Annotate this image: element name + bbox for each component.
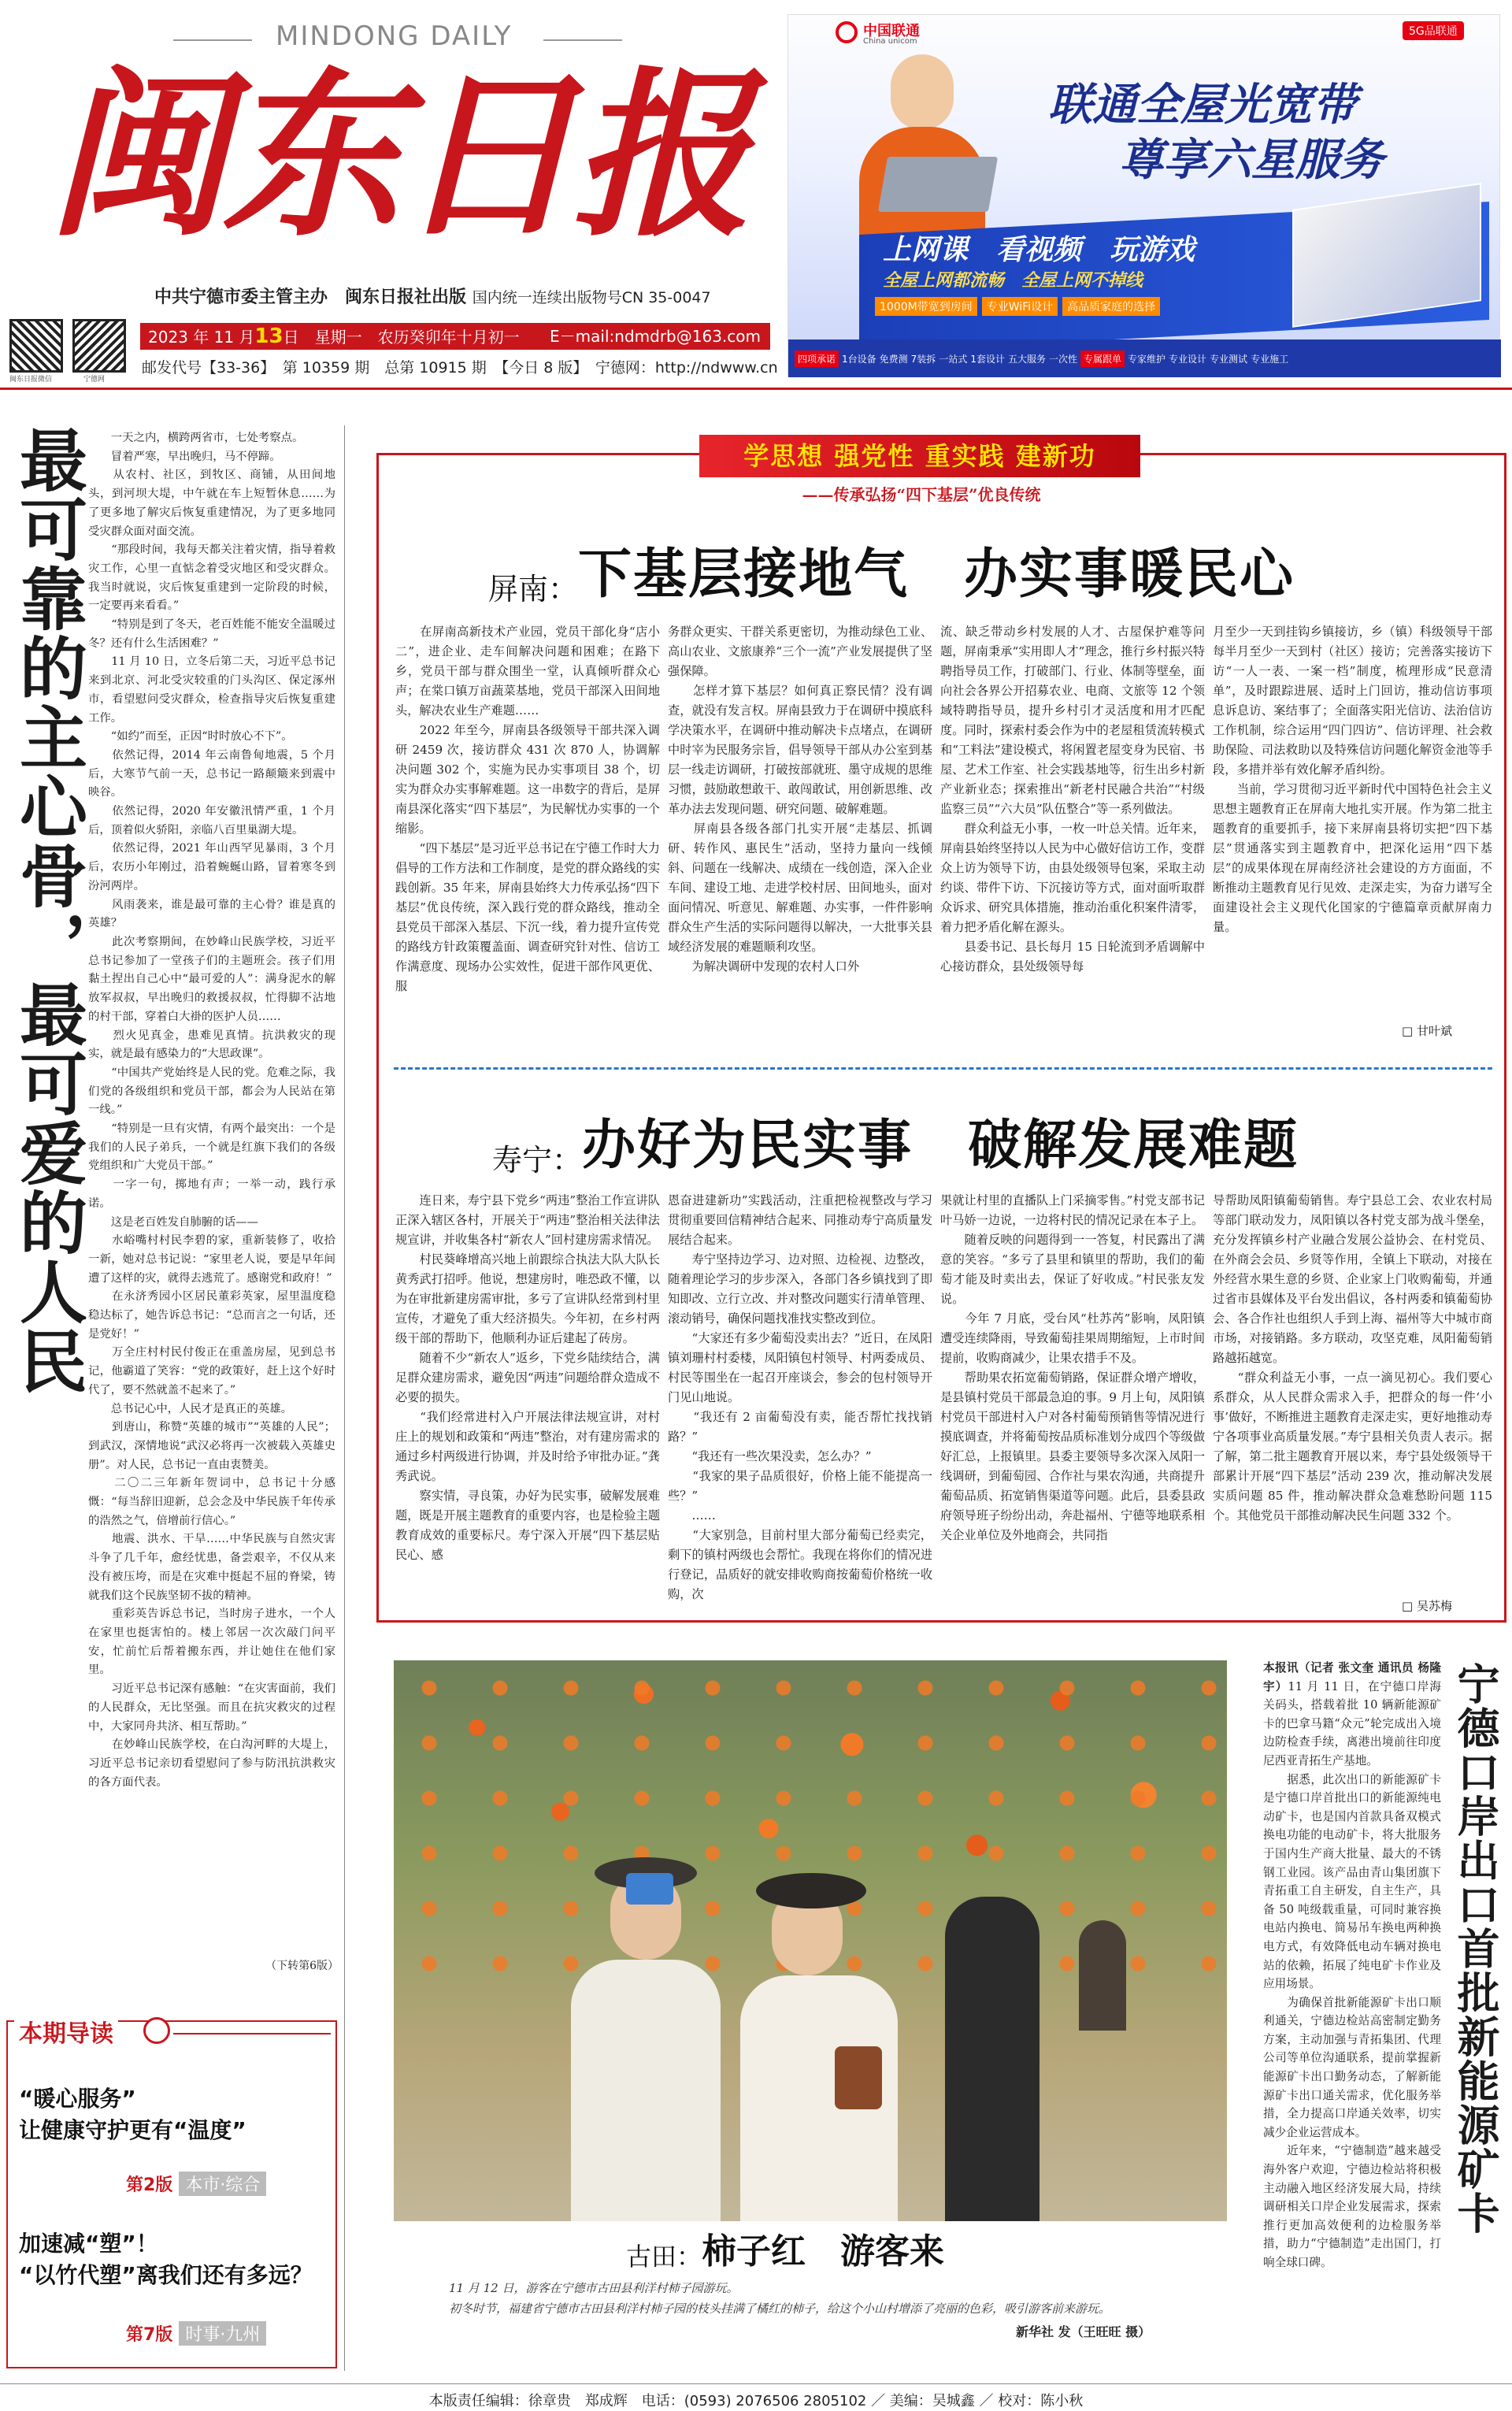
photo-caption: 11 月 12 日，游客在宁德市古田县利洋村柿子园游玩。 初冬时节，福建省宁德市古田县利洋村柿子园的枝头挂满了橘红的柿子，给这个小山村增添了亮丽的色彩，吸引游客前来游玩。: [449, 2281, 1111, 2316]
article2-place: 寿宁：: [492, 1143, 583, 1178]
article1-column: 月至少一天到挂钩乡镇接访，乡（镇）科级领导干部每半月至少一天到村（社区）接访；完善落实接访下访“一人一表、一案一档”制度，梳理形成“民意清单”，及时跟踪进展、适时上门回访，推动信访事项息诉息访、案结事了；全面落实阳光信访、法治信访工作机制，综合运用“四门四访”、信访评理、社会救助保险、司法救助以及特殊信访问题化解资金池等手段，多措并举有效化解矛盾纠纷。 当前，学习贯彻习近平新时代中国特色社会主义思想主题教育正在屏南大地扎实开展。作为第二批主题教育的重要抓手，接下来屏南县将切实把“四下基层”贯通落实到主题教育中，把深化运用“四下基层”的成果体现在屏南经济社会建设的方方面面，不断推动主题教育见行见效、走深走实，为奋力谱写全面建设社会主义现代化国家的宁德篇章贡献屏南力量。: [1213, 625, 1492, 934]
ad-bottom-item: 专业设计: [1169, 353, 1207, 365]
article1-column: 流、缺乏带动乡村发展的人才、古屋保护难等问题，屏南秉承“实用即人才”理念，推行乡村振兴特聘指导员工作，打破部门、行业、体制等壁垒，面向社会各界公开招募农业、电商、文旅等 12 个领域特聘指导员，提升乡村引才灵活度和用才匹配度。同时，探索村委会作为中的老屋租赁流转模式和“工料法”建设模式，将闲置老屋变身为民宿、书屋、艺术工作室、社会实践基地等，衍生出乡村新产业新业态；探索推出“新老村民融合共治”“村级监察三员”“六大员”队伍整合”等一系列做法。 群众利益无小事，一枚一叶总关情。近年来，屏南县始终坚持以人民为中心做好信访工作，变群众上访为领导下访，由县处级领导包案，采取主动约谈、带件下访、下沉接访等方式，面对面听取群众诉求、研究具体措施，推动治重化积案件清零，着力把矛盾化解在源头。 县委书记、县长每月 15 日轮流到矛盾调解中心接访群众，县处级领导每: [940, 625, 1205, 974]
footer-text: 本版责任编辑：徐章贵 郑成辉 电话：(0593) 2076506 2805102 ／ 美编：吴城鑫 ／ 校对：陈小秋: [428, 2393, 1084, 2409]
article-divider-dashed: [394, 1067, 1492, 1070]
guide-page: 第7版: [126, 2325, 173, 2345]
article1-place: 屏南：: [488, 572, 579, 606]
photo-headline-row: [626, 2223, 944, 2273]
article2-headline-row: [492, 1103, 1299, 1179]
ad-chips: [875, 297, 1160, 316]
article2-column: 导帮助凤阳镇葡萄销售。寿宁县总工会、农业农村局等部门联动发力，凤阳镇以各村党支部为战斗堡垒，充分发挥镇乡村产业融合发展公益协会、在村党员、在外商会会员、乡贤等作用，全镇上下联动，对接在外经营水果生意的乡贤、企业家上门收购葡萄，并通过省市县媒体及平台发出倡议，各村两委和镇葡萄协会、各合作社也组织人手到上海、福州等大中城市商市场，对接销路。多方联动，攻坚克难，凤阳葡萄销路越拓越宽。 “群众利益无小事，一点一滴见初心。我们要心系群众，从人民群众需求入手，把群众的每一件‘小事’做好，不断推进主题教育走深走实，更好地推动寿宁各项事业高质量发展。”寿宁县相关负责人表示。据了解，第二批主题教育开展以来，寿宁县处级领导干部累计开展“四下基层”活动 239 次，推动解决发展实质问题 85 件，推动解决群众急难愁盼问题 115 个。其他党员干部推动解决民生问题 332 个。: [1213, 1193, 1492, 1523]
photo-place: 古田：: [626, 2242, 702, 2272]
qr1-caption: 闽东日报微信: [9, 376, 53, 384]
ad-sub: 全屋上网都流畅 全屋上网不掉线: [883, 271, 1143, 291]
ad-bottom-item: 专业施工: [1251, 353, 1289, 365]
article1-author-line: □ 甘叶斌: [1402, 1024, 1452, 1038]
guide-item-text[interactable]: 加速减“塑”！ “以竹代塑”离我们还有多远？: [19, 2231, 313, 2288]
article1-headline: 下基层接地气 办实事暖民心: [578, 543, 1295, 606]
ad-bottom-item: 专属跟单: [1080, 351, 1125, 367]
date-day: 13: [254, 325, 284, 348]
ad-bottom-item: 一站式: [939, 353, 968, 365]
left-column-divider: [344, 425, 345, 2371]
masthead-divider: [0, 388, 1512, 390]
article3-lead: 本报讯（记者 张文奎 通讯员 杨隆宇）: [1263, 1661, 1441, 1693]
ad-bottom-item: 四项承诺: [795, 351, 839, 367]
ad-bottom-item: 1台设备: [842, 353, 876, 365]
article1-headline-row: [488, 532, 1295, 608]
article3-body: [1263, 1659, 1441, 2368]
ad-bottom-item: 1套设计: [970, 353, 1005, 365]
guide-item-page: [126, 2321, 266, 2346]
ad-bottom-item: 专业测试: [1210, 353, 1248, 365]
ad-brand-en: China unicom: [863, 37, 917, 46]
guide-section: 时事·九州: [179, 2321, 266, 2346]
guide-title-rule: [173, 2033, 331, 2035]
sponsor: 中共宁德市委主管主办 闽东日报社出版: [154, 287, 467, 307]
email: E－mail:ndmdrb@163.com: [550, 327, 761, 346]
article2-headline: 办好为民实事 破解发展难题: [582, 1114, 1299, 1177]
date-rest: 日 星期一 农历癸卯年十月初一: [283, 328, 520, 347]
guide-arrow-icon: [143, 2017, 170, 2044]
left-feature-body: 一天之内，横跨两省市，七处考察点。 冒着严寒，早出晚归，马不停蹄。 从农村、社区，到牧区、商铺，从田间地头，到河坝大堤，中午就在车上短暂休息……为了更多地了解灾后恢复重建情况，为了更多地同受灾群众面对面交流。 “那段时间，我每天都关注着灾情，指导着救灾工作，心里一直惦念着受灾地区和受灾群众。我当时就说，灾后恢复重建到一定阶段的时候，一定要再来看看。” “特别是到了冬天，老百姓能不能安全温暖过冬？还有什么生活困难？” 11 月 10 日，立冬后第二天，习近平总书记来到北京、河北受灾较重的门头沟区、保定涿州市，看望慰问受灾群众，检查指导灾后恢复重建工作。 “如约”而至，正因“时时放心不下”。 依然记得，2014 年云南鲁甸地震，5 个月后，大寒节气前一天，总书记一路颠簸来到震中映谷。 依然记得，2020 年安徽汛情严重，1 个月后，顶着似火骄阳，亲临八百里巢湖大堤。 依然记得，2021 年山西罕见暴雨，3 个月后，农历小年刚过，沿着蜿蜒山路，冒着寒冬到汾河两岸。 风雨袭来，谁是最可靠的主心骨？谁是真的英雄？ 此次考察期间，在妙峰山民族学校，习近平总书记参加了一堂孩子们的主题班会。孩子们用黏土捏出自己心中“最可爱的人”：满身泥水的解放军叔叔，早出晚归的救援叔叔，忙得脚不沾地的村干部，穿着白大褂的医护人员…… 烈火见真金，患难见真情。抗洪救灾的现实，就是最有感染力的“大思政课”。 “中国共产党始终是人民的党。危难之际，我们党的各级组织和党员干部，都会为人民站在第一线。” “特别是一旦有灾情，有两个最突出：一个是我们的人民子弟兵，一个就是红旗下我们的各级党组织和广大党员干部。” 一字一句，掷地有声；一举一动，践行承诺。 这是老百姓发自肺腑的话—— 水峪嘴村村民李碧的家，重新装修了，收拾一新，她对总书记说：“家里老人说，要是早年间遭了这样的灾，就得去逃荒了。感谢党和政府！” 在永济秀园小区居民董彩英家，屋里温度稳稳达标了，她告诉总书记：“总而言之一句话，还是党好！” 万全庄村村民付俊正在重盖房屋，见到总书记，他霸道了笑容：“党的政策好，赶上这个好时代了，要不然就盖不起来了。” 总书记心中，人民才是真正的英雄。 到唐山，称赞“英雄的城市”“英雄的人民”；到武汉，深情地说“武汉必将再一次被载入英雄史册”。对人民，总书记一直由衷赞美。 二〇二三年新年贺词中，总书记十分感慨：“每当辞旧迎新，总会念及中华民族千年传承的浩然之气，倍增前行信心。” 地震、洪水、干旱……中华民族与自然灾害斗争了几千年，愈经忧患，备尝艰辛，不仅从来没有被压垮，而是在灾难中挺起不屈的脊梁，铸就我们这个民族坚韧不拔的精神。 重彩英告诉总书记，当时房子进水，一个人在家里也挺害怕的。楼上邻居一次次敲门问平安，忙前忙后帮着搬东西，并让她住在他们家里。 习近平总书记深有感触：“在灾害面前，我们的人民群众，无比坚强。而且在抗灾救灾的过程中，大家同舟共济、相互帮助。” 在妙峰山民族学校，在白沟河畔的大堤上，习近平总书记亲切看望慰问了参与防汛抗洪救灾的各方面代表。: [88, 432, 335, 1789]
english-name: MINDONG DAILY: [276, 20, 513, 52]
sponsor-line: [154, 284, 711, 308]
newspaper-title: 闽东日报: [47, 50, 747, 261]
guide-box: [6, 2020, 337, 2368]
photo-headline: 柿子红 游客来: [702, 2231, 945, 2272]
article3-body-text: 11 月 11 日，在宁德口岸海关码头，搭载着批 10 辆新能源矿卡的巴拿马籍“众元”轮完成出入境边防检查手续，离港出境前往印度尼西亚青拓生产基地。 据悉，此次出口的新能源矿卡是宁德口岸首批出口的新能源纯电动矿卡，也是国内首款具备双模式换电功能的电动矿卡，将大批服务于国内生产商大批量、最大的不锈钢工业园。该产品由青山集团旗下青拓重工自主研发，自主生产，具备 50 吨级载重量，可同时兼容换电站内换电、简易吊车换电两种换电方式，有效降低电动车辆对换电站的依赖，拓展了纯电矿卡作业及应用场景。 为确保首批新能源矿卡出口顺利通关，宁德边检站高密制定勤务方案，主动加强与青拓集团、代理公司等单位沟通联系，提前掌握新能源矿卡出口勤务动态，了解新能源矿卡出口通关需求，优化服务举措，全力提高口岸通关效率，切实减少企业运营成本。 近年来，“宁德制造”越来越受海外客户欢迎，宁德边检站将积极主动融入地区经济发展大局，持续调研相关口岸企业发展需求，探索推行更加高效便利的边检服务举措，助力“宁德制造”走出国门，打响全球口碑。: [1263, 1679, 1441, 2269]
left-feature-continued: （下转第6版）: [265, 1960, 339, 1972]
ad-chip: 1000M带宽到房间: [875, 297, 977, 316]
date: 2023 年 11 月: [148, 328, 255, 347]
qr-code-1: [9, 319, 63, 373]
ad-bottom-item: 一次性: [1048, 353, 1077, 365]
qr-code-2: [72, 319, 126, 373]
footer-rule: [0, 2383, 1512, 2384]
guide-title: 本期导读: [14, 2014, 118, 2049]
ad-badge: 5G品联通: [1403, 21, 1464, 40]
ad-brand: 中国联通: [863, 23, 920, 39]
article2-column: 恩奋进建新功”实践活动，注重把检视整改与学习贯彻重要回信精神结合起来、同推动寿宁高质量发展结合起来。 寿宁坚持边学习、边对照、边检视、边整改，随着理论学习的步步深入，各部门各乡镇找到了即知即改、立行立改、并对整改问题实行清单管理、滚动销号，确保问题找准找实整改到位。 “大家还有多少葡萄没卖出去？”近日，在凤阳镇刘珊村村委楼，凤阳镇包村领导、村两委成员、村民等围坐在一起召开座谈会，参会的包村领导开门见山地说。 “我还有 2 亩葡萄没有卖，能否帮忙找找销路？” “我还有一些次果没卖，怎么办？” “我家的果子品质很好，价格上能不能提高一些？” …… “大家别急，目前村里大部分葡萄已经卖完，剩下的镇村两级也会帮忙。我现在将你们的情况进行登记，品质好的就安排收购商按葡萄价格统一收购，次: [668, 1193, 932, 1601]
photo-person-right: [717, 1857, 906, 2221]
ad-headline-1: 联通全屋光宽带: [1048, 80, 1357, 131]
article1-column: 在屏南高新技术产业园，党员干部化身“店小二”，进企业、走车间解决问题和困难；在路下乡，党员干部与群众围坐一堂，认真倾听群众心声；在棠口镇万亩蔬菜基地，党员干部深入田间地头，解决农业生产难题…… 2022 年至今，屏南县各级领导干部共深入调研 2459 次，接访群众 431 次 870 人，协调解决问题 302 个，实施为民办实事项目 38 个，切实为群众办实事解难题。这一串数字的背后，是屏南县深化落实“四下基层”，为民解忧办实事的一个缩影。 “四下基层”是习近平总书记在宁德工作时大力倡导的工作方法和工作制度，是党的群众路线的实践创新。35 年来，屏南县始终大力传承弘扬“四下基层”优良传统，深入践行党的群众路线，推动全县党员干部深入基层、下沉一线，着力提升宣传党的路线方针政策覆盖面、调查研究针对性、信访工作满意度、现场办公实效性，促进干部作风更优、服: [395, 625, 660, 993]
left-headline: 最可靠的主心骨，最可爱的人民: [8, 425, 87, 1396]
photo-person-left: [555, 1842, 728, 2221]
ad-bottom-item: 7装拆: [910, 353, 936, 365]
article2-column: 连日来，寿宁县下党乡“两违”整治工作宣讲队正深入辖区各村，开展关于“两违”整治相关法律法规宣讲，并收集各村“新农人”回村建房需求情况。 村民葵峰增高兴地上前跟综合执法大队大队长黄秀武打招呼。他说，想建房时，唯恐政不懂，以为在审批新建房需审批，多亏了宣讲队经常到村里宣传，才避免了重大经济损失。今年初，在乡村两级干部的帮助下，他顺利办证后建起了砖房。 随着不少“新农人”返乡，下党乡陆续结合，满足群众建房需求，避免因“两违”问题给群众造成不必要的损失。 “我们经常进村入户开展法律法规宣讲，对村庄上的规划和政策和“两违”整治，对有建房需求的通过乡村两级进行协调，并及时给予审批办证。”龚秀武说。 察实情，寻良策，办好为民实事，破解发展难题，既是开展主题教育的重要内容，也是检验主题教育成效的重要标尺。寿宁深入开展“四下基层贴民心、感: [395, 1193, 660, 1562]
article2-author-line: □ 吴苏梅: [1402, 1599, 1452, 1613]
guide-item-page: [126, 2172, 266, 2196]
article2-author: 吴苏梅: [1416, 1599, 1452, 1613]
ad-headline-2: 尊享六星服务: [1119, 135, 1384, 186]
ad-logo-icon: [836, 21, 858, 43]
cn-label: 国内统一连续出版物号CN 35-0047: [472, 289, 711, 306]
article2-column: 果就让村里的直播队上门采摘零售。”村党支部书记叶马娇一边说，一边将村民的情况记录在本子上。 随着反映的问题得到一一答复，村民露出了满意的笑容。“多亏了县里和镇里的帮助，我们的葡萄才能及时卖出去，保证了好收成。”村民张友发说。 今年 7 月底，受台风“杜苏芮”影响，凤阳镇遭受连续降雨，导致葡萄挂果周期缩短，上市时间提前，收购商减少，让果农措手不及。 帮助果农拓宽葡萄销路，保证群众增产增收，是县镇村党员干部最急迫的事。9 月上旬，凤阳镇村党员干部进村入户对各村葡萄预销售等情况进行摸底调查，并将葡萄按品质标准划分成四个等级做好汇总，上报镇里。县委主要领导多次深入凤阳一线调研，到葡萄园、合作社与果农沟通，共商提升葡萄品质、拓宽销售渠道等问题。此后，县委县政府领导班子纷纷出动，奔赴福州、宁德等地联系相关企业单位及外地商会，共同指: [940, 1193, 1205, 1542]
ad-bottom-item: 免费测: [879, 353, 908, 365]
qr2-caption: 宁德网: [83, 376, 106, 384]
guide-page: 第2版: [126, 2175, 173, 2195]
postal-line: 邮发代号【33-36】 第 10359 期 总第 10915 期 【今日 8 版】 宁德网：http://ndwww.cn: [142, 359, 778, 376]
ad-bottom-strip: [788, 339, 1501, 377]
masthead-rule-right: [543, 39, 622, 41]
article1-author: 甘叶斌: [1416, 1024, 1452, 1038]
guide-item-text[interactable]: “暖心服务” 让健康守护更有“温度”: [19, 2086, 246, 2143]
ad-bottom-item: 五大服务: [1007, 353, 1046, 365]
ad-chip: 高品质家庭的选择: [1062, 297, 1160, 316]
banner-sub: ——传承弘扬“四下基层”优良传统: [802, 485, 1041, 504]
photo-credit: 新华社 发（王旺旺 摄）: [1016, 2324, 1151, 2339]
unicom-ad: [788, 14, 1500, 376]
ad-bottom-item: 专家维护: [1128, 353, 1166, 365]
ad-slogan: 上网课 看视频 玩游戏: [883, 234, 1195, 266]
masthead: [0, 0, 788, 384]
banner-slogan: 学思想 强党性 重实践 建新功: [699, 435, 1140, 477]
article1-column: 务群众更实、干群关系更密切，为推动绿色工业、高山农业、文旅康养“三个一流”产业发展提供了坚强保障。 怎样才算下基层？如何真正察民情？没有调查，就没有发言权。屏南县致力于在调研中摸底科学决策水平，在调研中推动解决卡点堵点，在调研中时宰为民服务宗旨，倡导领导干部从办公室到基层一线走访调研，打破按部就班、墨守成规的思维习惯，鼓励敢想敢干、敢闯敢试，用创新思维、改革办法去发现问题、研究问题、破解难题。 屏南县各级各部门扎实开展“走基层、抓调研、转作风、惠民生”活动，坚持力量向一线倾斜、问题在一线解决、成绩在一线创造，深入企业车间、建设工地、走进学校村居、田间地头，面对面问情况、听意见、解难题、办实事，一件件影响群众生产生活的实际问题得以解决，一大批事关县域经济发展的难题顺利攻坚。 为解决调研中发现的农村人口外: [668, 625, 932, 974]
ad-person-figure: [851, 54, 993, 251]
masthead-rule-left: [173, 39, 252, 41]
guide-section: 本市·综合: [179, 2172, 266, 2196]
article3-headline: 宁德口岸出口首批新能源矿卡: [1451, 1662, 1500, 2235]
photo-persimmon: [394, 1660, 1227, 2221]
date-bar: [140, 323, 770, 350]
ad-chip: 专业WiFi设计: [982, 297, 1058, 316]
